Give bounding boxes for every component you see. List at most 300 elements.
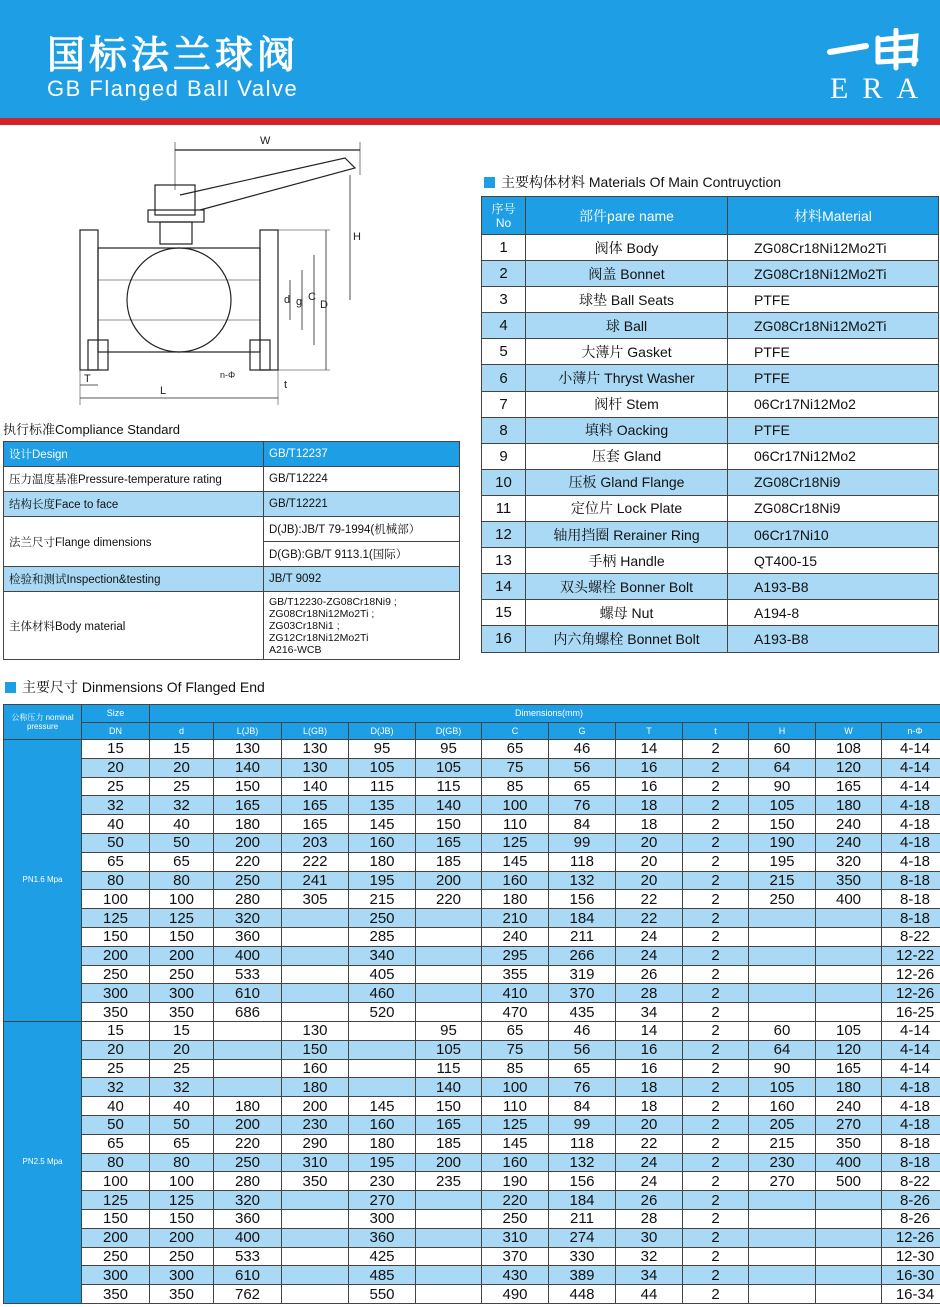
- dim-cell: [749, 1266, 816, 1285]
- compliance-value: D(GB):GB/T 9113.1(国际）: [264, 542, 460, 567]
- dim-cell: 50: [150, 1115, 214, 1134]
- col-header-0: DN: [82, 722, 150, 740]
- dim-cell: 18: [616, 815, 683, 834]
- dim-cell: 22: [616, 890, 683, 909]
- dim-cell: 2: [683, 1247, 749, 1266]
- dim-cell: 2: [683, 1134, 749, 1153]
- dim-cell: 270: [816, 1115, 882, 1134]
- dim-cell: 2: [683, 1059, 749, 1078]
- table-row: [4, 517, 460, 542]
- dim-cell: 220: [214, 852, 282, 871]
- dim-cell: 8-22: [882, 1172, 940, 1191]
- dim-cell: 80: [150, 871, 214, 890]
- col-header-no-cn: 序号: [491, 201, 516, 216]
- dim-cell: [816, 1285, 882, 1304]
- dim-cell: 32: [82, 796, 150, 815]
- dim-cell: 165: [816, 1059, 882, 1078]
- dim-cell: 8-26: [882, 1191, 940, 1210]
- dim-cell: 50: [82, 833, 150, 852]
- material-no: 12: [482, 522, 526, 548]
- table-row: [482, 522, 939, 548]
- dim-cell: 2: [683, 984, 749, 1003]
- page-title-cn: 国标法兰球阀: [47, 33, 300, 77]
- compliance-label: 设计Design: [4, 442, 264, 467]
- material-value: A194-8: [728, 600, 939, 626]
- dimensions-title-text: 主要尺寸 Dinmensions Of Flanged End: [22, 679, 265, 695]
- dim-cell: [749, 1247, 816, 1266]
- dim-cell: [416, 1266, 482, 1285]
- table-row: [4, 1059, 940, 1078]
- dim-cell: 46: [549, 1021, 616, 1040]
- dim-cell: 24: [616, 1153, 683, 1172]
- dim-cell: 140: [214, 758, 282, 777]
- dim-cell: 533: [214, 965, 282, 984]
- dim-cell: 105: [816, 1021, 882, 1040]
- dim-cell: 14: [616, 1021, 683, 1040]
- section-square-icon: [484, 177, 495, 188]
- table-row: [4, 492, 460, 517]
- dim-cell: 300: [150, 1266, 214, 1285]
- col-header-4: D(JB): [349, 722, 416, 740]
- dim-cell: 120: [816, 1040, 882, 1059]
- dim-cell: 160: [349, 833, 416, 852]
- dim-cell: 145: [349, 815, 416, 834]
- dim-cell: 160: [282, 1059, 349, 1078]
- dim-cell: 160: [482, 1153, 549, 1172]
- dim-cell: 180: [282, 1078, 349, 1097]
- valve-drawing: [60, 130, 380, 415]
- dim-cell: 40: [82, 1097, 150, 1116]
- dim-cell: 280: [214, 1172, 282, 1191]
- table-row: [4, 467, 460, 492]
- compliance-value: GB/T12237: [264, 442, 460, 467]
- dim-label-c: C: [308, 291, 316, 303]
- dim-cell: 222: [282, 852, 349, 871]
- dimensions-body: [4, 740, 940, 1304]
- dim-cell: [749, 984, 816, 1003]
- compliance-label: 法兰尺寸Flange dimensions: [4, 517, 264, 567]
- dim-cell: 150: [749, 815, 816, 834]
- dim-cell: [749, 965, 816, 984]
- dim-cell: 84: [549, 815, 616, 834]
- material-value: ZG08Cr18Ni9: [728, 495, 939, 521]
- dim-cell: [749, 1228, 816, 1247]
- table-row: [482, 469, 939, 495]
- dim-cell: 2: [683, 852, 749, 871]
- dim-cell: 12-30: [882, 1247, 940, 1266]
- table-row: [4, 1172, 940, 1191]
- dim-cell: 285: [349, 927, 416, 946]
- table-row: [4, 1153, 940, 1172]
- dim-cell: 165: [214, 796, 282, 815]
- dim-cell: 400: [214, 1228, 282, 1247]
- dim-cell: 115: [349, 777, 416, 796]
- compliance-value: GB/T12221: [264, 492, 460, 517]
- dim-cell: 370: [549, 984, 616, 1003]
- dim-cell: 95: [349, 740, 416, 759]
- table-row: [482, 339, 939, 365]
- dim-cell: 2: [683, 1003, 749, 1022]
- dim-cell: 405: [349, 965, 416, 984]
- dim-label-h: H: [353, 231, 361, 243]
- dim-cell: [214, 1059, 282, 1078]
- dim-cell: 165: [416, 833, 482, 852]
- col-header-no-en: No: [495, 215, 512, 230]
- col-header-dims: Dimensions(mm): [150, 705, 940, 723]
- dim-cell: 105: [416, 758, 482, 777]
- dim-cell: [816, 927, 882, 946]
- table-row: [482, 574, 939, 600]
- material-part: 轴用挡圈 Rerainer Ring: [526, 522, 728, 548]
- table-row: [4, 1040, 940, 1059]
- dim-cell: 12-26: [882, 984, 940, 1003]
- dim-cell: 250: [214, 871, 282, 890]
- dim-cell: 490: [482, 1285, 549, 1304]
- dim-cell: 389: [549, 1266, 616, 1285]
- dim-cell: 105: [416, 1040, 482, 1059]
- dim-cell: 320: [214, 909, 282, 928]
- dim-cell: [349, 1059, 416, 1078]
- dim-cell: 4-18: [882, 852, 940, 871]
- dim-cell: 425: [349, 1247, 416, 1266]
- dim-cell: 400: [214, 946, 282, 965]
- dim-cell: 165: [416, 1115, 482, 1134]
- compliance-label: 结构长度Face to face: [4, 492, 264, 517]
- material-part: 定位片 Lock Plate: [526, 495, 728, 521]
- dim-cell: 610: [214, 1266, 282, 1285]
- dim-cell: [349, 1021, 416, 1040]
- dim-cell: 4-18: [882, 815, 940, 834]
- dim-cell: 110: [482, 1097, 549, 1116]
- dim-cell: 250: [150, 965, 214, 984]
- pressure-class-cell: PN1.6 Mpa: [4, 740, 82, 1022]
- dimensions-title: [5, 677, 265, 697]
- table-row: [4, 1228, 940, 1247]
- compliance-label: 主体材料Body material: [4, 592, 264, 660]
- dim-cell: 220: [416, 890, 482, 909]
- dim-cell: 15: [82, 740, 150, 759]
- dim-cell: 240: [816, 815, 882, 834]
- dim-cell: 4-18: [882, 796, 940, 815]
- dim-cell: [416, 1209, 482, 1228]
- dim-cell: 125: [482, 1115, 549, 1134]
- dim-cell: 24: [616, 1172, 683, 1191]
- material-value: 06Cr17Ni12Mo2: [728, 391, 939, 417]
- dim-cell: 210: [482, 909, 549, 928]
- compliance-table: [3, 441, 460, 660]
- dim-cell: 360: [214, 1209, 282, 1228]
- material-value: QT400-15: [728, 548, 939, 574]
- dim-cell: 520: [349, 1003, 416, 1022]
- dim-cell: 22: [616, 1134, 683, 1153]
- col-header-1: d: [150, 722, 214, 740]
- table-row: [4, 890, 940, 909]
- dim-cell: [749, 1285, 816, 1304]
- dim-cell: 60: [749, 740, 816, 759]
- dim-cell: 100: [482, 1078, 549, 1097]
- table-row: [4, 1003, 940, 1022]
- dim-cell: 64: [749, 758, 816, 777]
- material-value: PTFE: [728, 365, 939, 391]
- material-no: 7: [482, 391, 526, 417]
- dim-cell: 180: [482, 890, 549, 909]
- compliance-value: [264, 592, 460, 660]
- body-material-line: A216-WCB: [269, 643, 322, 656]
- dim-cell: [282, 1285, 349, 1304]
- dim-cell: 310: [282, 1153, 349, 1172]
- dim-cell: 2: [683, 1285, 749, 1304]
- dim-cell: 211: [549, 927, 616, 946]
- table-row: [4, 871, 940, 890]
- dim-cell: 203: [282, 833, 349, 852]
- dim-cell: 18: [616, 1078, 683, 1097]
- dim-cell: 50: [150, 833, 214, 852]
- table-row: [4, 567, 460, 592]
- dim-cell: [282, 1266, 349, 1285]
- dim-cell: 145: [482, 852, 549, 871]
- dim-cell: 195: [749, 852, 816, 871]
- dim-cell: 215: [349, 890, 416, 909]
- table-row: [4, 592, 460, 660]
- dim-cell: 762: [214, 1285, 282, 1304]
- dim-cell: 200: [416, 871, 482, 890]
- dim-cell: 435: [549, 1003, 616, 1022]
- table-row: [4, 1191, 940, 1210]
- dim-cell: 90: [749, 1059, 816, 1078]
- dim-cell: 8-18: [882, 1153, 940, 1172]
- dim-cell: 2: [683, 796, 749, 815]
- dim-cell: 118: [549, 852, 616, 871]
- dim-cell: 26: [616, 965, 683, 984]
- col-header-pressure: 公称压力 nominal pressure: [4, 705, 82, 740]
- dim-cell: 300: [150, 984, 214, 1003]
- dim-cell: 40: [82, 815, 150, 834]
- dim-cell: 18: [616, 1097, 683, 1116]
- dim-cell: [749, 927, 816, 946]
- body-material-line: GB/T12230-ZG08Cr18Ni9 ;: [269, 595, 397, 608]
- dim-cell: [816, 984, 882, 1003]
- dim-cell: 12-26: [882, 965, 940, 984]
- material-no: 3: [482, 287, 526, 313]
- dim-cell: 250: [749, 890, 816, 909]
- dim-cell: 105: [349, 758, 416, 777]
- pressure-class-cell: PN2.5 Mpa: [4, 1021, 82, 1303]
- dim-cell: [282, 946, 349, 965]
- dim-cell: 20: [616, 852, 683, 871]
- dim-cell: 190: [749, 833, 816, 852]
- dim-cell: 20: [82, 1040, 150, 1059]
- dim-cell: 105: [749, 796, 816, 815]
- dim-cell: 360: [349, 1228, 416, 1247]
- material-no: 9: [482, 443, 526, 469]
- dim-cell: 56: [549, 758, 616, 777]
- section-square-icon: [5, 682, 16, 693]
- dim-cell: 132: [549, 1153, 616, 1172]
- dim-cell: 156: [549, 890, 616, 909]
- dim-cell: 533: [214, 1247, 282, 1266]
- dim-cell: 200: [214, 1115, 282, 1134]
- dim-cell: 195: [349, 1153, 416, 1172]
- dim-cell: 200: [416, 1153, 482, 1172]
- dim-cell: 2: [683, 1078, 749, 1097]
- dim-cell: [416, 984, 482, 1003]
- dim-cell: 310: [482, 1228, 549, 1247]
- dim-label-n-phi: n-Φ: [220, 370, 236, 380]
- table-row: [482, 600, 939, 626]
- table-header-row: [482, 197, 939, 235]
- dim-cell: 4-14: [882, 1021, 940, 1040]
- dim-cell: 350: [816, 871, 882, 890]
- dim-cell: 150: [82, 927, 150, 946]
- dim-cell: 20: [616, 833, 683, 852]
- table-row: [4, 984, 940, 1003]
- compliance-value: GB/T12224: [264, 467, 460, 492]
- dim-cell: 95: [416, 740, 482, 759]
- material-part: 压套 Gland: [526, 443, 728, 469]
- material-part: 大薄片 Gasket: [526, 339, 728, 365]
- dim-cell: 65: [482, 740, 549, 759]
- dim-cell: 470: [482, 1003, 549, 1022]
- dim-cell: 2: [683, 777, 749, 796]
- dim-cell: [749, 946, 816, 965]
- dim-cell: 350: [82, 1285, 150, 1304]
- dim-label-l: L: [160, 385, 167, 397]
- dim-cell: 200: [150, 1228, 214, 1247]
- dim-cell: 185: [416, 852, 482, 871]
- dim-cell: 300: [82, 1266, 150, 1285]
- dim-cell: 240: [816, 1097, 882, 1116]
- material-part: 小薄片 Thryst Washer: [526, 365, 728, 391]
- dim-cell: 65: [482, 1021, 549, 1040]
- table-row: [482, 287, 939, 313]
- dim-cell: [282, 927, 349, 946]
- table-row: [4, 1134, 940, 1153]
- dim-cell: 16-30: [882, 1266, 940, 1285]
- dim-cell: 14: [616, 740, 683, 759]
- dim-cell: 26: [616, 1191, 683, 1210]
- dim-cell: [816, 1228, 882, 1247]
- material-no: 16: [482, 626, 526, 652]
- dim-cell: 180: [349, 852, 416, 871]
- dim-cell: 100: [482, 796, 549, 815]
- material-no: 10: [482, 469, 526, 495]
- dim-cell: 140: [416, 1078, 482, 1097]
- dim-cell: 360: [214, 927, 282, 946]
- materials-title-text: 主要构体材料 Materials Of Main Contruyction: [501, 174, 782, 190]
- dim-cell: 125: [150, 909, 214, 928]
- dim-cell: 485: [349, 1266, 416, 1285]
- dim-cell: 40: [150, 1097, 214, 1116]
- dim-cell: 4-18: [882, 1097, 940, 1116]
- material-part: 阀体 Body: [526, 235, 728, 261]
- material-part: 双头螺栓 Bonner Bolt: [526, 574, 728, 600]
- dim-cell: 200: [82, 1228, 150, 1247]
- dim-cell: 25: [150, 1059, 214, 1078]
- dim-cell: 99: [549, 1115, 616, 1134]
- dim-cell: 145: [349, 1097, 416, 1116]
- dim-cell: 250: [482, 1209, 549, 1228]
- col-header-3: L(GB): [282, 722, 349, 740]
- dim-cell: 320: [214, 1191, 282, 1210]
- dim-cell: 100: [82, 890, 150, 909]
- table-row: [4, 927, 940, 946]
- dim-cell: 8-18: [882, 1134, 940, 1153]
- dim-cell: 60: [749, 1021, 816, 1040]
- dim-cell: 4-14: [882, 1040, 940, 1059]
- compliance-title: 执行标准Compliance Standard: [3, 422, 181, 437]
- dim-cell: 200: [214, 833, 282, 852]
- material-no: 4: [482, 313, 526, 339]
- dim-cell: 370: [482, 1247, 549, 1266]
- dim-cell: 150: [214, 777, 282, 796]
- material-part: 内六角螺栓 Bonnet Bolt: [526, 626, 728, 652]
- dim-cell: 115: [416, 777, 482, 796]
- material-no: 11: [482, 495, 526, 521]
- dim-cell: 240: [482, 927, 549, 946]
- table-row: [4, 740, 940, 759]
- col-header-9: t: [683, 722, 749, 740]
- dim-cell: 16: [616, 1059, 683, 1078]
- dim-cell: 235: [416, 1172, 482, 1191]
- dim-cell: 84: [549, 1097, 616, 1116]
- table-row: [4, 1266, 940, 1285]
- dim-cell: 150: [416, 815, 482, 834]
- dim-cell: [282, 965, 349, 984]
- dim-cell: [749, 1003, 816, 1022]
- dim-cell: 16-34: [882, 1285, 940, 1304]
- table-row: [4, 833, 940, 852]
- dim-cell: 448: [549, 1285, 616, 1304]
- material-part: 手柄 Handle: [526, 548, 728, 574]
- table-row: [4, 1209, 940, 1228]
- page-title-en: GB Flanged Ball Valve: [47, 76, 299, 101]
- dim-cell: 215: [749, 1134, 816, 1153]
- dim-cell: 24: [616, 946, 683, 965]
- dim-cell: 686: [214, 1003, 282, 1022]
- dim-cell: [282, 1003, 349, 1022]
- dim-cell: [816, 1247, 882, 1266]
- dim-label-w: W: [260, 135, 271, 147]
- compliance-label: 检验和测试Inspection&testing: [4, 567, 264, 592]
- dim-cell: 16: [616, 1040, 683, 1059]
- dim-cell: 8-18: [882, 871, 940, 890]
- materials-table: [481, 196, 939, 653]
- table-row: [4, 1115, 940, 1134]
- table-row: [4, 442, 460, 467]
- material-no: 13: [482, 548, 526, 574]
- dim-cell: 65: [82, 1134, 150, 1153]
- dim-label-g: g: [296, 296, 303, 308]
- dim-cell: 184: [549, 909, 616, 928]
- col-header-10: H: [749, 722, 816, 740]
- dim-cell: 2: [683, 1021, 749, 1040]
- material-value: ZG08Cr18Ni12Mo2Ti: [728, 313, 939, 339]
- dim-cell: 4-18: [882, 1115, 940, 1134]
- dim-cell: 80: [82, 871, 150, 890]
- compliance-value: D(JB):JB/T 79-1994(机械部）: [264, 517, 460, 542]
- dim-cell: [816, 909, 882, 928]
- material-value: ZG08Cr18Ni12Mo2Ti: [728, 235, 939, 261]
- material-value: A193-B8: [728, 574, 939, 600]
- dim-cell: 165: [282, 796, 349, 815]
- dim-cell: [349, 1078, 416, 1097]
- dim-cell: 250: [349, 909, 416, 928]
- dim-cell: 350: [282, 1172, 349, 1191]
- dim-cell: 8-18: [882, 909, 940, 928]
- material-value: PTFE: [728, 339, 939, 365]
- dim-cell: 12-26: [882, 1228, 940, 1247]
- dim-cell: 220: [482, 1191, 549, 1210]
